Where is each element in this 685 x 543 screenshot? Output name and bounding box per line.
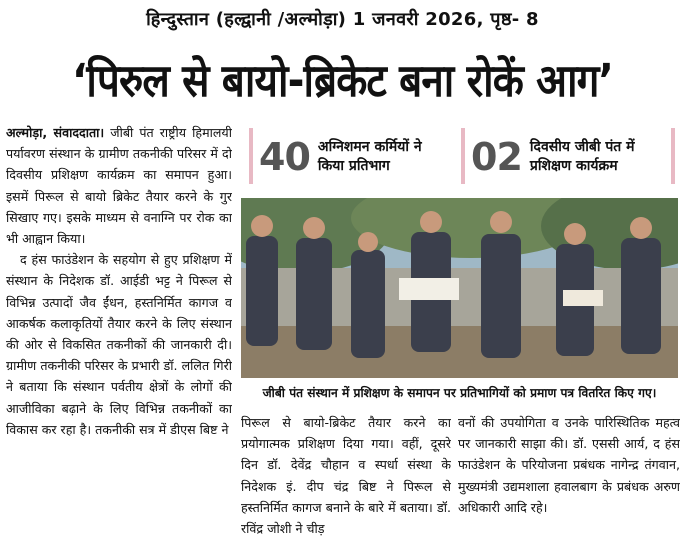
article-column-1 [6, 122, 232, 542]
fact-line: प्रशिक्षण कार्यक्रम [529, 158, 618, 174]
article-paragraph: द हंस फाउंडेशन के सहयोग से हुए प्रशिक्षण में संस्थान के निदेशक डॉ. आईडी भट्ट ने पिरूल से विभिन्न उत्पादों जैव ईंधन, हस्तनिर्मित कागज व आकर्षक कलाकृतियों तैयार करने के लिए संस्थान की ओर से विकसित तकनीकों की जानकारी दी। ग्रामीण तकनीकी परिसर के प्रभारी डॉ. ललित गिरी ने बताया कि संस्थान पर्वतीय क्षेत्रों के लोगों की आजीविका बढ़ाने के लिए विभिन्न तकनीकों का विकास कर रहा है। तकनीकी सत्र में डीएस बिष्ट ने [6, 252, 232, 437]
article-paragraph [6, 122, 232, 249]
article-column-3 [458, 412, 680, 542]
fact-text [530, 138, 635, 176]
group-photo-illustration [241, 198, 678, 378]
fact-divider [671, 128, 675, 184]
article-paragraph: पिरूल से बायो-ब्रिकेट तैयार करने का प्रयोगात्मक प्रशिक्षण दिया गया। वहीं, दूसरे दिन डॉ. देवेंद्र चौहान व स्पर्धा संस्था के निदेशक इं. दीप चंद्र बिष्ट ने पिरूल से हस्तनिर्मित कागज बनाने के बारे में बताया। डॉ. रविंद्र जोशी ने चीड़ [241, 415, 451, 537]
fact-line: दिवसीय जीबी पंत में [529, 139, 635, 155]
dateline: अल्मोड़ा, संवाददाता। [6, 125, 105, 140]
fact-box-duration [471, 126, 635, 188]
article-column-2 [241, 412, 451, 542]
fact-box-participants [259, 126, 422, 188]
news-photo [241, 198, 678, 378]
article-paragraph: वनों की उपयोगिता व उनके पारिस्थितिक महत्व पर जानकारी साझा की। डॉ. एससी आर्य, द हंस फाउंडेशन के परियोजना प्रबंधक नागेन्द्र तंगवान, मुख्यमंत्री उद्यमशाला हवालबाग के प्रबंधक अरुण अधिकारी आदि रहे। [458, 415, 680, 515]
fact-divider [249, 128, 253, 184]
fact-line: किया प्रतिभाग [317, 158, 390, 174]
fact-boxes [241, 122, 685, 192]
headline: ‘पिरुल से बायो-ब्रिकेट बना रोकें आग’ [71, 54, 614, 107]
fact-line: अग्निशमन कर्मियों ने [317, 139, 422, 155]
fact-text [318, 138, 422, 176]
photo-caption: जीबी पंत संस्थान में प्रशिक्षण के समापन पर प्रतिभागियों को प्रमाण पत्र वितरित किए गए। [262, 386, 657, 400]
fact-divider [461, 128, 465, 184]
article-text: जीबी पंत राष्ट्रीय हिमालयी पर्यावरण संस्थान के ग्रामीण तकनीकी परिसर में दो दिवसीय प्रशिक्षण कार्यक्रम का समापन हुआ। इसमें पिरूल से बायो ब्रिकेट तैयार करने के गुर सिखाए गए। इसके माध्यम से वनाग्नि पर रोक का भी आह्वान किया। [6, 125, 232, 247]
fact-number: 02 [471, 135, 522, 179]
fact-number: 40 [259, 135, 310, 179]
page-masthead: हिन्दुस्तान (हल्द्वानी /अल्मोड़ा) 1 जनवरी 2026, पृष्ठ- 8 [146, 9, 539, 30]
